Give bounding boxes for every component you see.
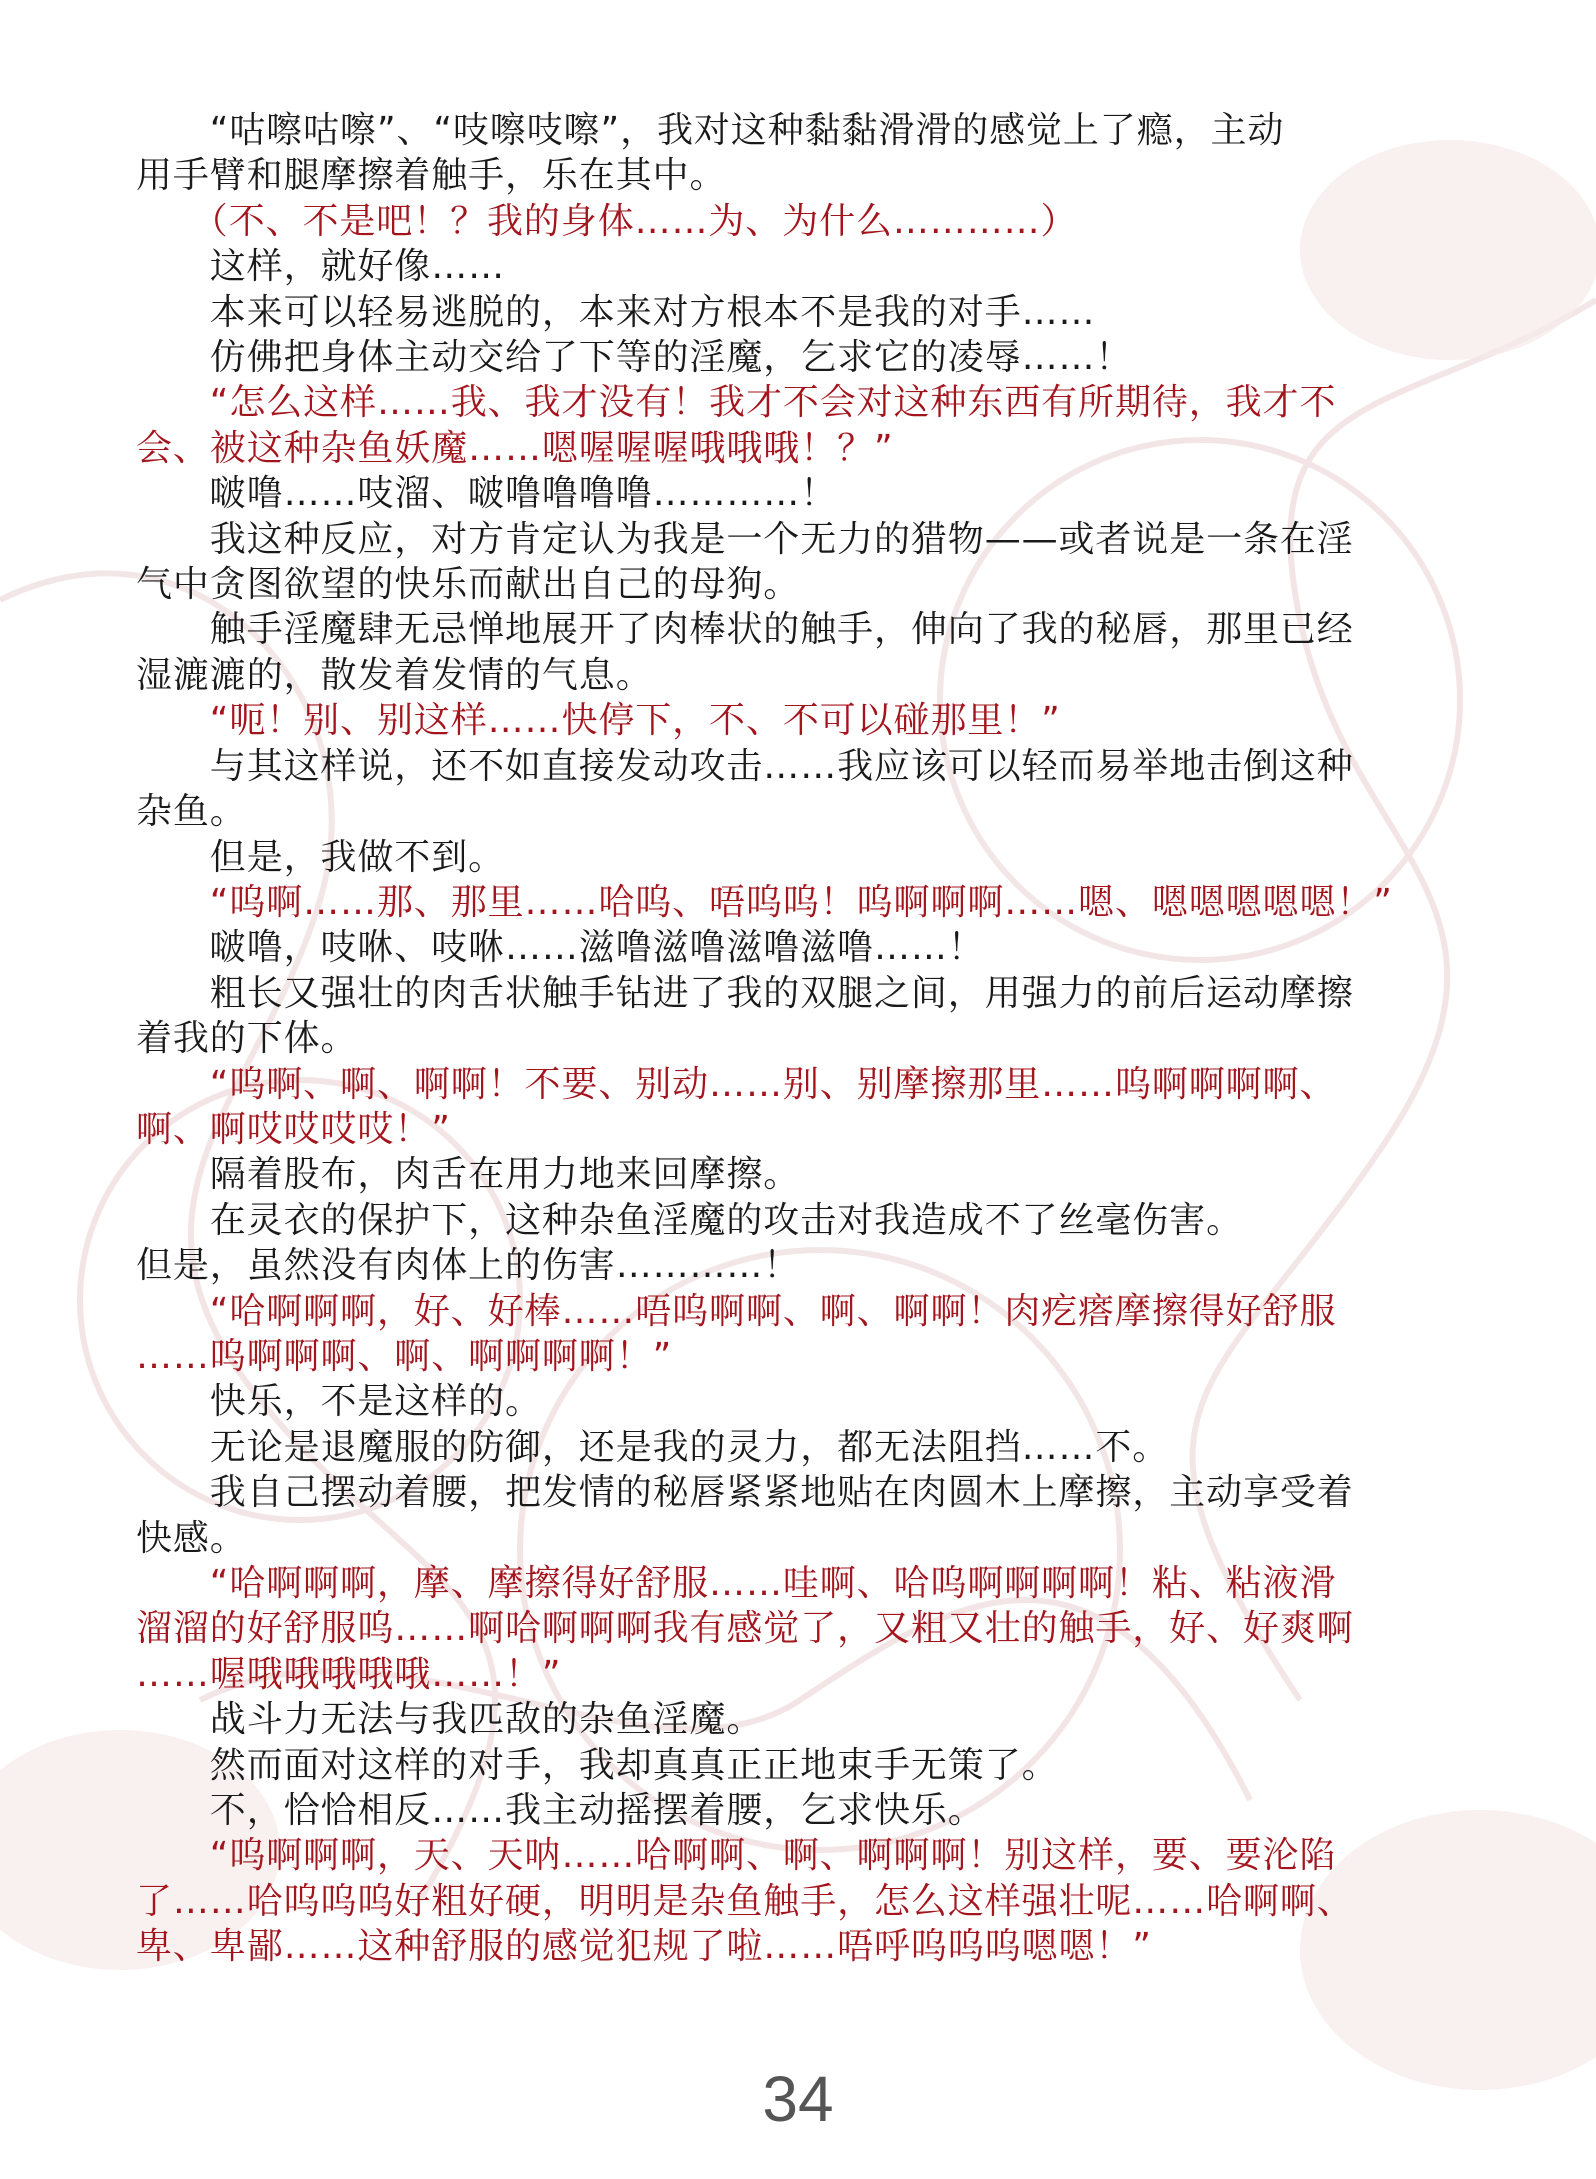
dialogue-line: ……呜啊啊啊、啊、啊啊啊啊！”	[136, 1335, 673, 1377]
dialogue-line: “哈啊啊啊，好、好棒……唔呜啊啊、啊、啊啊！肉疙瘩摩擦得好舒服	[136, 1290, 1337, 1332]
text-line: 用手臂和腿摩擦着触手，乐在其中。	[136, 155, 727, 197]
text-line: 然而面对这样的对手，我却真真正正地束手无策了。	[136, 1744, 1059, 1786]
page-number: 34	[762, 2063, 834, 2135]
text-line: 我这种反应，对方肯定认为我是一个无力的猎物——或者说是一条在淫	[136, 518, 1354, 560]
dialogue-line: “呜啊啊啊，天、天呐……哈啊啊、啊、啊啊啊！别这样，要、要沦陷	[136, 1835, 1337, 1877]
dialogue-line: 啊、啊哎哎哎哎！”	[136, 1108, 451, 1150]
dialogue-line: “呜啊……那、那里……哈呜、唔呜呜！呜啊啊啊……嗯、嗯嗯嗯嗯嗯！”	[136, 881, 1393, 923]
dialogue-line: “呃！别、别这样……快停下，不、不可以碰那里！”	[136, 700, 1061, 742]
text-line: 隔着股布，肉舌在用力地来回摩擦。	[136, 1154, 801, 1196]
text-line: 这样，就好像……	[136, 246, 506, 288]
text-line: 粗长又强壮的肉舌状触手钻进了我的双腿之间，用强力的前后运动摩擦	[136, 972, 1354, 1014]
dialogue-line: 卑、卑鄙……这种舒服的感觉犯规了啦……唔呼呜呜呜嗯嗯！”	[136, 1926, 1152, 1968]
text-line: 仿佛把身体主动交给了下等的淫魔，乞求它的凌辱……！	[136, 337, 1133, 379]
dialogue-line: “呜啊、啊、啊啊！不要、别动……别、别摩擦那里……呜啊啊啊啊、	[136, 1063, 1337, 1105]
text-line: 但是，虽然没有肉体上的伤害…………！	[136, 1245, 801, 1287]
dialogue-line: ……喔哦哦哦哦哦……！”	[136, 1653, 562, 1695]
text-line: 在灵衣的保护下，这种杂鱼淫魔的攻击对我造成不了丝毫伤害。	[136, 1199, 1244, 1241]
text-line: 着我的下体。	[136, 1018, 358, 1060]
text-line: 啵噜，吱咻、吱咻……滋噜滋噜滋噜滋噜……！	[136, 927, 985, 969]
dialogue-line: “哈啊啊啊，摩、摩擦得好舒服……哇啊、哈呜啊啊啊啊！粘、粘液滑	[136, 1563, 1337, 1604]
text-line: 我自己摆动着腰，把发情的秘唇紧紧地贴在肉圆木上摩擦，主动享受着	[136, 1472, 1354, 1514]
text-line: “咕嚓咕嚓”、“吱嚓吱嚓”，我对这种黏黏滑滑的感觉上了瘾，主动	[136, 110, 1285, 151]
dialogue-line: 溜溜的好舒服呜……啊哈啊啊啊我有感觉了，又粗又壮的触手，好、好爽啊	[136, 1608, 1354, 1650]
dialogue-line: 了……哈呜呜呜好粗好硬，明明是杂鱼触手，怎么这样强壮呢……哈啊啊、	[136, 1880, 1354, 1922]
text-line: 湿漉漉的，散发着发情的气息。	[136, 654, 653, 696]
text-line: 不，恰恰相反……我主动摇摆着腰，乞求快乐。	[136, 1790, 985, 1832]
text-line: 啵噜……吱溜、啵噜噜噜噜…………！	[136, 473, 838, 515]
text-line: 战斗力无法与我匹敌的杂鱼淫魔。	[136, 1699, 764, 1741]
body-text	[136, 108, 1456, 1970]
text-line: 无论是退魔服的防御，还是我的灵力，都无法阻挡……不。	[136, 1426, 1170, 1468]
text-line: 与其这样说，还不如直接发动攻击……我应该可以轻而易举地击倒这种	[136, 745, 1354, 787]
dialogue-line: 会、被这种杂鱼妖魔……嗯喔喔喔哦哦哦！？”	[136, 427, 894, 469]
text-line: 快感。	[136, 1517, 247, 1559]
text-line: 气中贪图欲望的快乐而献出自己的母狗。	[136, 564, 801, 606]
dialogue-line: （不、不是吧！？我的身体……为、为什么…………）	[136, 200, 1078, 242]
text-line: 快乐，不是这样的。	[136, 1381, 542, 1423]
text-line: 本来可以轻易逃脱的，本来对方根本不是我的对手……	[136, 291, 1096, 333]
text-line: 杂鱼。	[136, 791, 247, 833]
text-line: 但是，我做不到。	[136, 836, 506, 878]
text-line: 触手淫魔肆无忌惮地展开了肉棒状的触手，伸向了我的秘唇，那里已经	[136, 609, 1354, 651]
dialogue-line: “怎么这样……我、我才没有！我才不会对这种东西有所期待，我才不	[136, 382, 1337, 424]
